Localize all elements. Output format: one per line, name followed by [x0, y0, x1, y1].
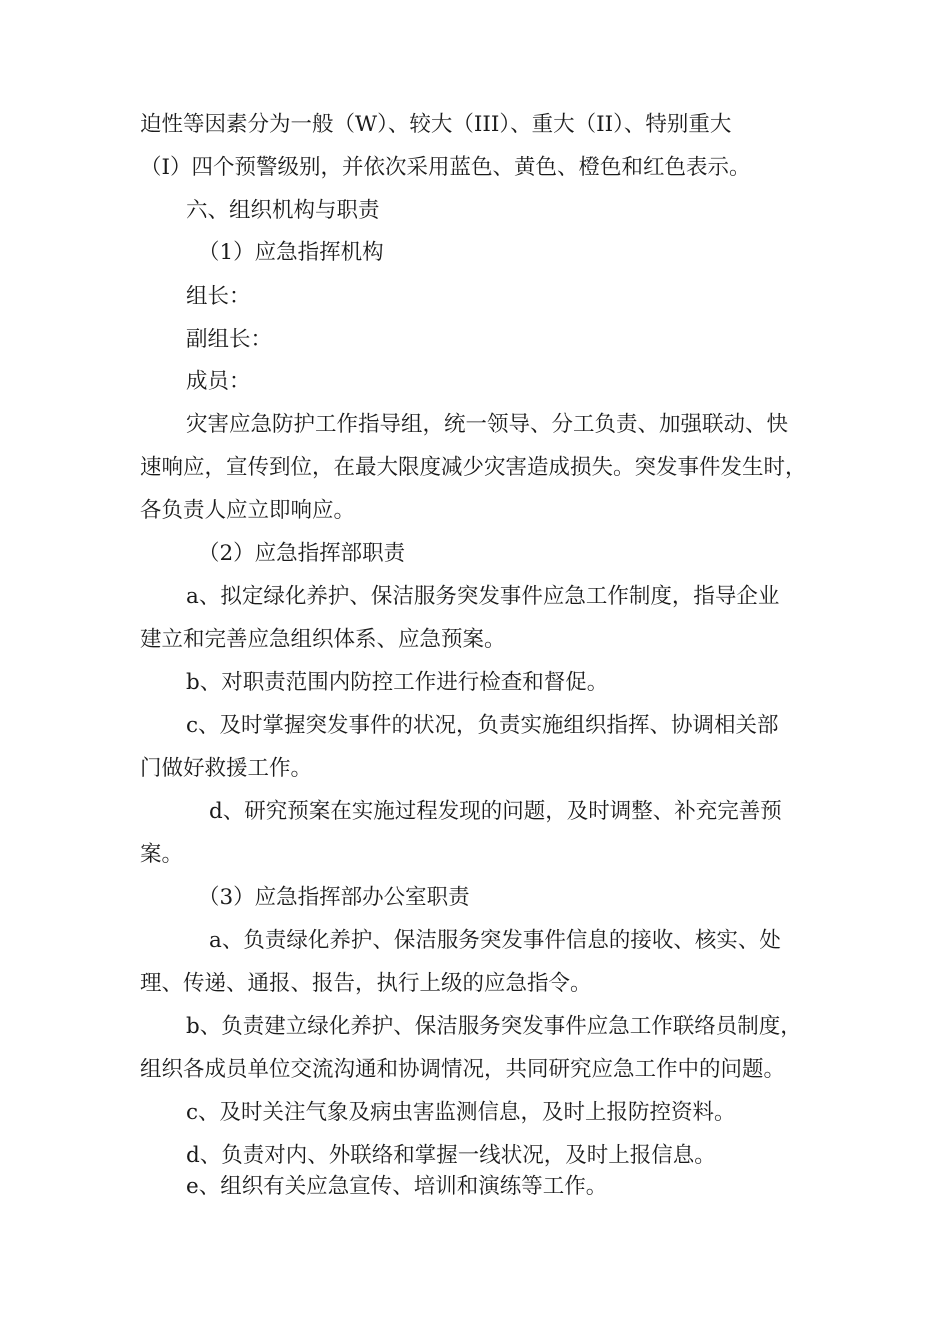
text-line: 各负责人应立即响应。: [140, 498, 356, 523]
text-line: 组织各成员单位交流沟通和协调情况，共同研究应急工作中的问题。: [140, 1057, 786, 1082]
text-line: （I）四个预警级别，并依次采用蓝色、黄色、橙色和红色表示。: [140, 155, 751, 180]
text-line: b、对职责范围内防控工作进行检查和督促。: [186, 670, 609, 695]
text-line: c、及时关注气象及病虫害监测信息，及时上报防控资料。: [186, 1100, 736, 1125]
text-line: 案。: [140, 842, 184, 867]
text-line: 理、传递、通报、报告，执行上级的应急指令。: [140, 971, 592, 996]
text-line: a、拟定绿化养护、保洁服务突发事件应急工作制度，指导企业: [186, 584, 780, 609]
subsection-heading: （1）应急指挥机构: [198, 240, 384, 265]
text-line: 速响应，宣传到位，在最大限度减少灾害造成损失。突发事件发生时，: [140, 455, 807, 480]
text-line: d、研究预案在实施过程发现的问题，及时调整、补充完善预: [209, 799, 782, 824]
text-line: 门做好救援工作。: [140, 756, 313, 781]
text-line: c、及时掌握突发事件的状况，负责实施组织指挥、协调相关部: [186, 713, 779, 738]
text-line: a、负责绿化养护、保洁服务突发事件信息的接收、核实、处: [209, 928, 781, 953]
text-line: d、负责对内、外联络和掌握一线状况，及时上报信息。: [186, 1143, 716, 1168]
text-line: 成员：: [186, 369, 251, 394]
text-line: 组长：: [186, 284, 251, 309]
section-heading: 六、组织机构与职责: [186, 198, 380, 223]
text-line: 副组长：: [186, 327, 273, 352]
text-line: 建立和完善应急组织体系、应急预案。: [140, 627, 506, 652]
text-line: e、组织有关应急宣传、培训和演练等工作。: [186, 1174, 608, 1199]
subsection-heading: （3）应急指挥部办公室职责: [198, 885, 470, 910]
text-line: b、负责建立绿化养护、保洁服务突发事件应急工作联络员制度，: [186, 1014, 802, 1039]
text-line: 灾害应急防护工作指导组，统一领导、分工负责、加强联动、快: [186, 412, 789, 437]
subsection-heading: （2）应急指挥部职责: [198, 541, 406, 566]
text-line: 迫性等因素分为一般（W）、较大（III）、重大（II）、特别重大: [140, 112, 732, 137]
